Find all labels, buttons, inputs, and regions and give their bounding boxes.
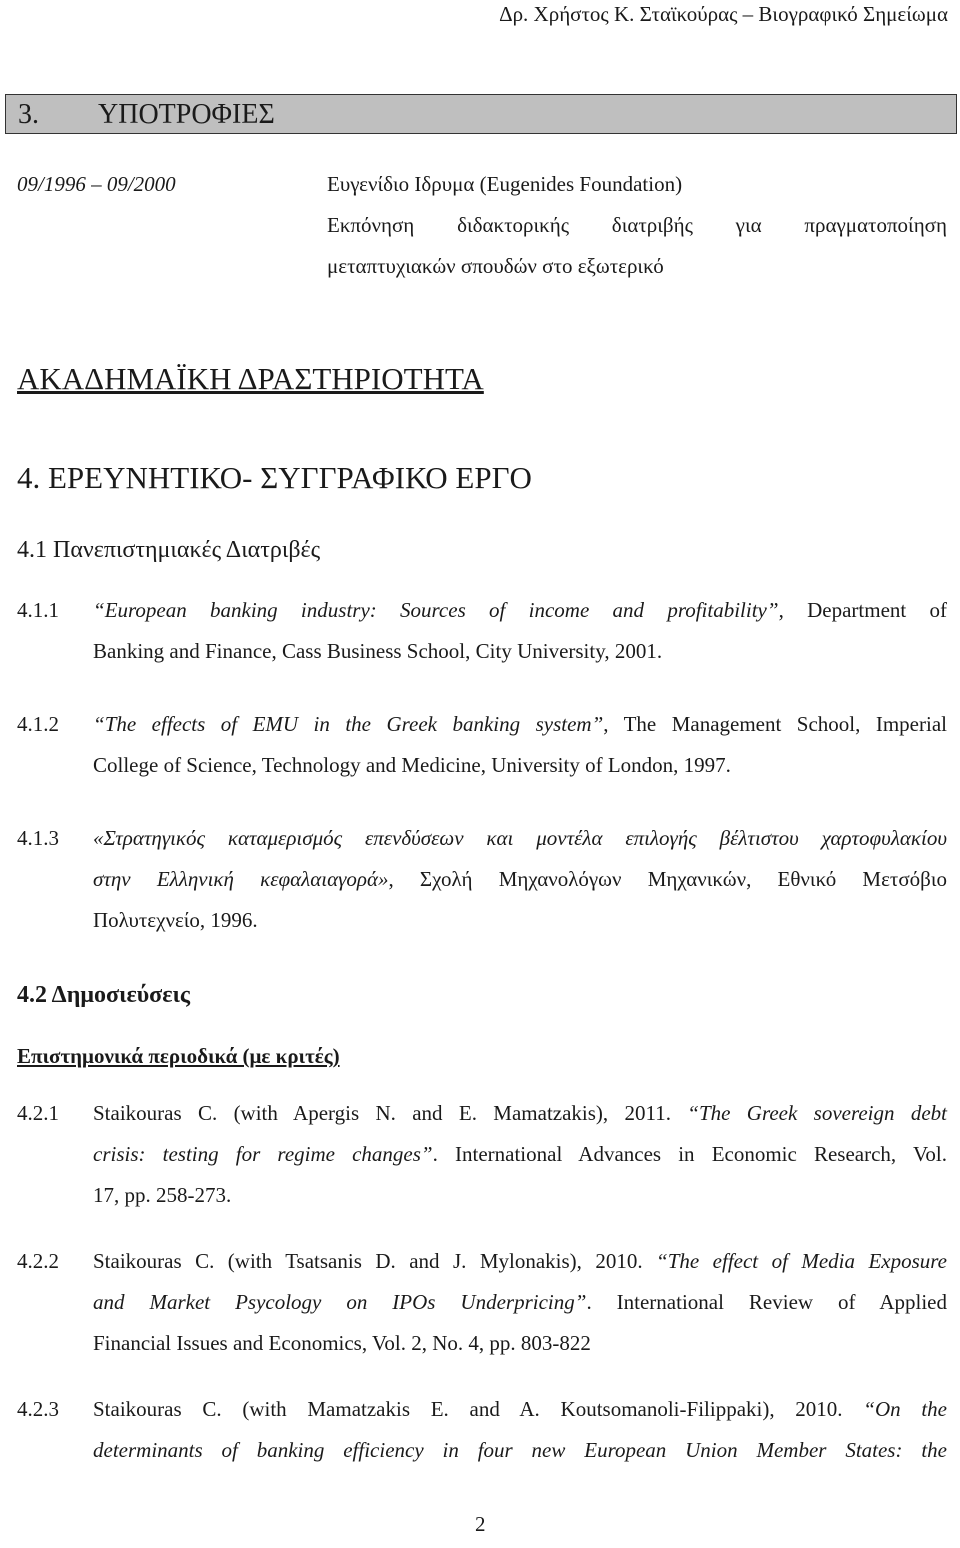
item-4-1-1-line1: “European banking industry: Sources of income and profitability”, Department of xyxy=(93,598,947,622)
pub-4-2-3-line2: determinants of banking efficiency in four new European Union Member States: the xyxy=(93,1438,947,1462)
scholarship-description-line2: μεταπτυχιακών σπουδών στο εξωτερικό xyxy=(327,254,664,278)
scholarship-dates: 09/1996 – 09/2000 xyxy=(17,172,176,196)
pub-4-2-1-line1: Staikouras C. (with Apergis N. and E. Mamatzakis), 2011. “The Greek sovereign debt xyxy=(93,1101,947,1125)
pub-4-2-2-number: 4.2.2 xyxy=(17,1249,59,1273)
section-3-number: 3. xyxy=(18,99,39,130)
pub-4-2-2-line2: and Market Psycology on IPOs Underpricing”. International Review of Applied xyxy=(93,1290,947,1314)
item-4-1-1-number: 4.1.1 xyxy=(17,598,59,622)
pub-4-2-1-number: 4.2.1 xyxy=(17,1101,59,1125)
pub-4-2-3-line1: Staikouras C. (with Mamatzakis E. and A. Koutsomanoli-Filippaki), 2010. “On the xyxy=(93,1397,947,1421)
scholarship-foundation: Ευγενίδιο Ιδρυμα (Eugenides Foundation) xyxy=(327,172,683,196)
section-3-title: ΥΠΟΤΡΟΦΙΕΣ xyxy=(98,99,275,130)
item-4-1-2-line1: “The effects of EMU in the Greek banking system”, The Management School, Imperial xyxy=(93,712,947,736)
item-4-1-1-line2: Banking and Finance, Cass Business School, City University, 2001. xyxy=(93,639,663,663)
item-4-1-2-number: 4.1.2 xyxy=(17,712,59,736)
item-4-1-3-number: 4.1.3 xyxy=(17,826,59,850)
item-4-1-3-line3: Πολυτεχνείο, 1996. xyxy=(93,908,258,932)
scholarship-description-line1: Εκπόνηση διδακτορικής διατριβής για πραγματοποίηση xyxy=(327,213,947,237)
page-number: 2 xyxy=(475,1512,486,1536)
item-4-1-3-line2: στην Ελληνική κεφαλαιαγορά», Σχολή Μηχανολόγων Μηχανικών, Εθνικό Μετσόβιο xyxy=(93,867,947,891)
section-4-title: 4. ΕΡΕΥΝΗΤΙΚΟ- ΣΥΓΓΡΑΦΙΚΟ ΕΡΓΟ xyxy=(17,460,532,495)
item-4-1-2-title: “The effects of EMU in the Greek banking system” xyxy=(93,712,604,736)
item-4-1-3-line1: «Στρατηγικός καταμερισμός επενδύσεων και μοντέλα επιλογής βέλτιστου χαρτοφυλακίου xyxy=(93,826,947,850)
subsection-4-1-title: 4.1 Πανεπιστημιακές Διατριβές xyxy=(17,537,321,563)
pub-4-2-3-number: 4.2.3 xyxy=(17,1397,59,1421)
pub-4-2-2-line3: Financial Issues and Economics, Vol. 2, No. 4, pp. 803-822 xyxy=(93,1331,591,1355)
section-3-bar xyxy=(5,94,957,134)
academic-activity-heading: ΑΚΑΔΗΜΑΪΚΗ ΔΡΑΣΤΗΡΙΟΤΗΤΑ xyxy=(17,361,484,396)
running-header: Δρ. Χρήστος Κ. Σταϊκούρας – Βιογραφικό Σημείωμα xyxy=(499,2,948,26)
pub-4-2-1-line2: crisis: testing for regime changes”. International Advances in Economic Research, Vol. xyxy=(93,1142,947,1166)
item-4-1-2-line2: College of Science, Technology and Medicine, University of London, 1997. xyxy=(93,753,731,777)
subsection-4-2-title: 4.2 Δημοσιεύσεις xyxy=(17,982,191,1008)
journals-heading: Επιστημονικά περιοδικά (με κριτές) xyxy=(17,1044,340,1068)
pub-4-2-1-line3: 17, pp. 258-273. xyxy=(93,1183,232,1207)
item-4-1-1-title: “European banking industry: Sources of income and profitability” xyxy=(93,598,779,622)
pub-4-2-2-line1: Staikouras C. (with Tsatsanis D. and J. Mylonakis), 2010. “The effect of Media Exposure xyxy=(93,1249,947,1273)
